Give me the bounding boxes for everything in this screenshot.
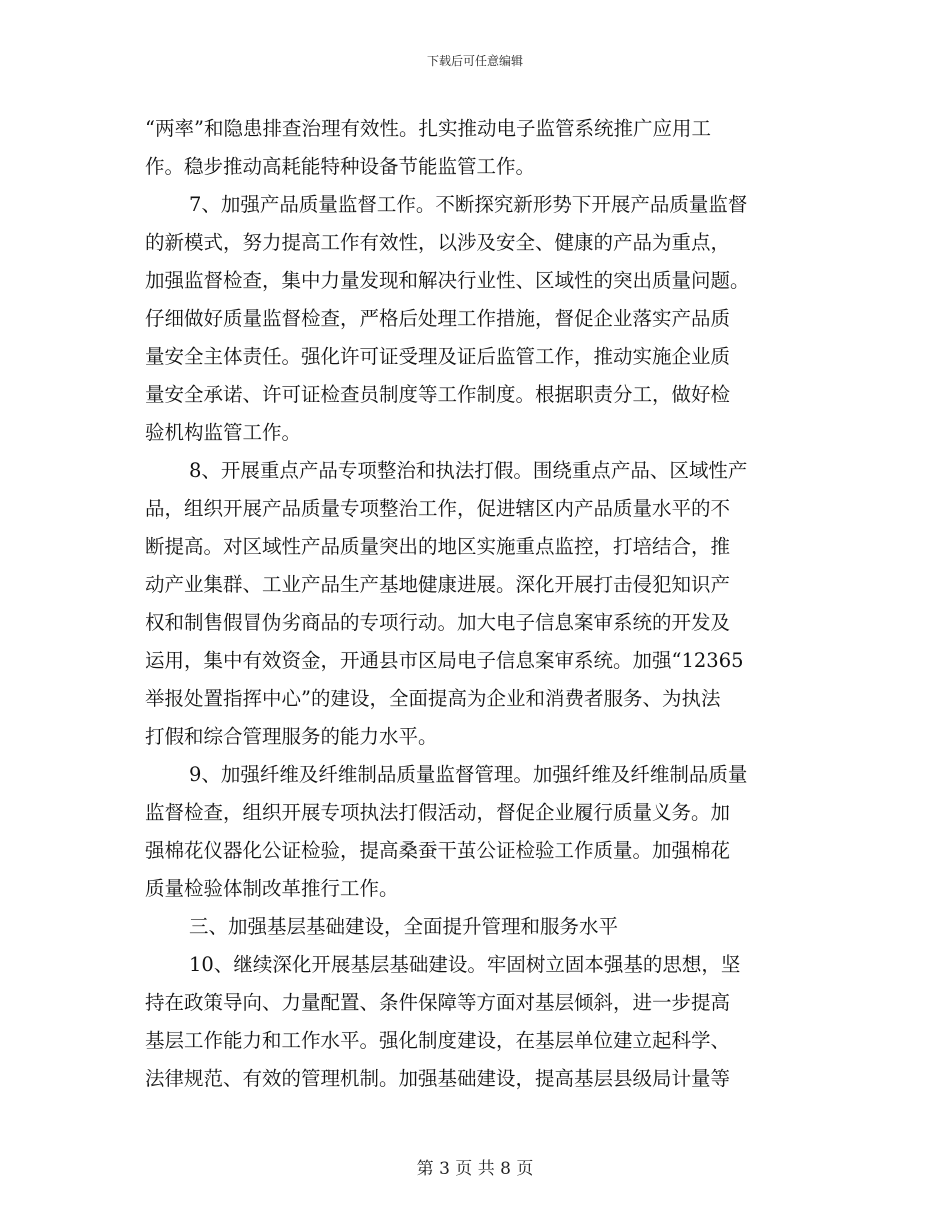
text-line: 监督检查，组织开展专项执法打假活动，督促企业履行质量义务。加 bbox=[145, 801, 731, 824]
text-line: 强棉花仪器化公证检验，提高桑蚕干茧公证检验工作质量。加强棉花 bbox=[145, 839, 731, 862]
text-line: 举报处置指挥中心”的建设，全面提高为企业和消费者服务、为执法 bbox=[145, 687, 721, 710]
text-line: 动产业集群、工业产品生产基地健康进展。深化开展打击侵犯知识产 bbox=[145, 573, 731, 596]
text-line: 法律规范、有效的管理机制。加强基础建设，提高基层县级局计量等 bbox=[145, 1067, 731, 1090]
text-line: 仔细做好质量监督检查，严格后处理工作措施，督促企业落实产品质 bbox=[145, 307, 731, 330]
text-line: 8、开展重点产品专项整治和执法打假。围绕重点产品、区域性产 bbox=[189, 459, 748, 482]
text-line: 运用，集中有效资金，开通县市区局电子信息案审系统。加强“12365 bbox=[145, 649, 744, 672]
text-line: 断提高。对区域性产品质量突出的地区实施重点监控，打培结合，推 bbox=[145, 535, 731, 558]
text-line: 加强监督检查，集中力量发现和解决行业性、区域性的突出质量问题。 bbox=[145, 269, 750, 292]
text-line: 的新模式，努力提高工作有效性，以涉及安全、健康的产品为重点， bbox=[145, 231, 731, 254]
text-line: 品，组织开展产品质量专项整治工作，促进辖区内产品质量水平的不 bbox=[145, 497, 731, 520]
page-number-footer: 第 3 页 共 8 页 bbox=[416, 1159, 534, 1179]
text-line: 基层工作能力和工作水平。强化制度建设，在基层单位建立起科学、 bbox=[145, 1029, 731, 1052]
text-line: 9、加强纤维及纤维制品质量监督管理。加强纤维及纤维制品质量 bbox=[189, 763, 748, 786]
text-line: 量安全主体责任。强化许可证受理及证后监管工作，推动实施企业质 bbox=[145, 345, 731, 368]
text-line: 验机构监管工作。 bbox=[145, 421, 302, 444]
document-body bbox=[145, 110, 805, 1098]
page-header-note: 下载后可任意编辑 bbox=[426, 54, 523, 68]
text-line: 质量检验体制改革推行工作。 bbox=[145, 877, 399, 900]
text-line: 量安全承诺、许可证检查员制度等工作制度。根据职责分工，做好检 bbox=[145, 383, 731, 406]
text-line: 7、加强产品质量监督工作。不断探究新形势下开展产品质量监督 bbox=[189, 193, 748, 216]
text-line: 权和制售假冒伪劣商品的专项行动。加大电子信息案审系统的开发及 bbox=[145, 611, 731, 634]
text-line: 10、继续深化开展基层基础建设。牢固树立固本强基的思想，坚 bbox=[189, 953, 741, 976]
text-line: 打假和综合管理服务的能力水平。 bbox=[145, 725, 438, 748]
text-line: 作。稳步推动高耗能特种设备节能监管工作。 bbox=[145, 155, 536, 178]
text-line: 三、加强基层基础建设，全面提升管理和服务水平 bbox=[189, 915, 619, 938]
text-line: 持在政策导向、力量配置、条件保障等方面对基层倾斜，进一步提高 bbox=[145, 991, 731, 1014]
text-line: “两率”和隐患排查治理有效性。扎实推动电子监管系统推广应用工 bbox=[145, 117, 711, 140]
